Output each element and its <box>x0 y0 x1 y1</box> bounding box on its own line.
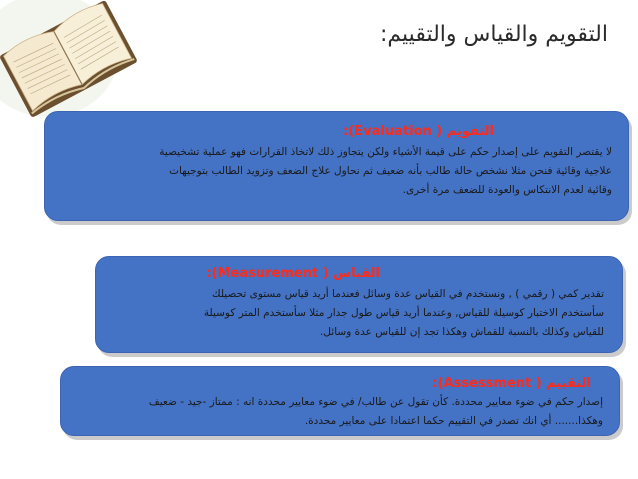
evaluation-line: وقائية لعدم الانتكاس والعودة للضعف مرة أخرى. <box>402 184 612 196</box>
evaluation-line: علاجية وقائية فنحن مثلا نشخص حالة طالب بأنه ضعيف ثم نحاول علاج الضعف وتزويد الطالب بتوجيهات <box>169 165 612 177</box>
measurement-heading: القياس ( Measurement): <box>206 266 380 281</box>
measurement-line: تقدير كمي ( رقمي ) , ونستخدم في القياس عدة وسائل فعندما أريد قياس مستوى تحصيلك <box>211 288 604 300</box>
assessment-card <box>60 366 620 436</box>
assessment-line: وهكذا....... أي انك تصدر في التقييم حكما اعتمادا على معايير محددة. <box>304 415 603 427</box>
measurement-card <box>95 256 623 353</box>
measurement-line: سأستخدم الاختبار كوسيلة للقياس, وعندما أريد قياس طول جدار مثلا سأستخدم المتر كوسيلة <box>203 307 604 319</box>
measurement-line: للقياس وكذلك بالنسبة للقماش وهكذا تجد إن للقياس عدة وسائل. <box>320 326 604 338</box>
evaluation-heading: التقويم ( Evaluation): <box>343 124 494 139</box>
evaluation-text <box>61 143 612 200</box>
assessment-line: إصدار حكم في ضوء معايير محددة. كأن تقول عن طالب/ في ضوء معايير محددة انه : ممتاز -جيد - ضعيف <box>148 396 603 408</box>
evaluation-line: لا يقتصر التقويم على إصدار حكم على قيمة الأشياء ولكن يتجاوز ذلك لاتخاذ القرارات فهو عملية تشخيصية <box>159 146 612 158</box>
evaluation-card <box>44 111 629 221</box>
assessment-heading: التقييم ( Assessment): <box>432 376 591 391</box>
assessment-text <box>77 393 603 431</box>
measurement-text <box>112 285 604 342</box>
slide-title: التقويم والقياس والتقييم: <box>379 22 608 47</box>
